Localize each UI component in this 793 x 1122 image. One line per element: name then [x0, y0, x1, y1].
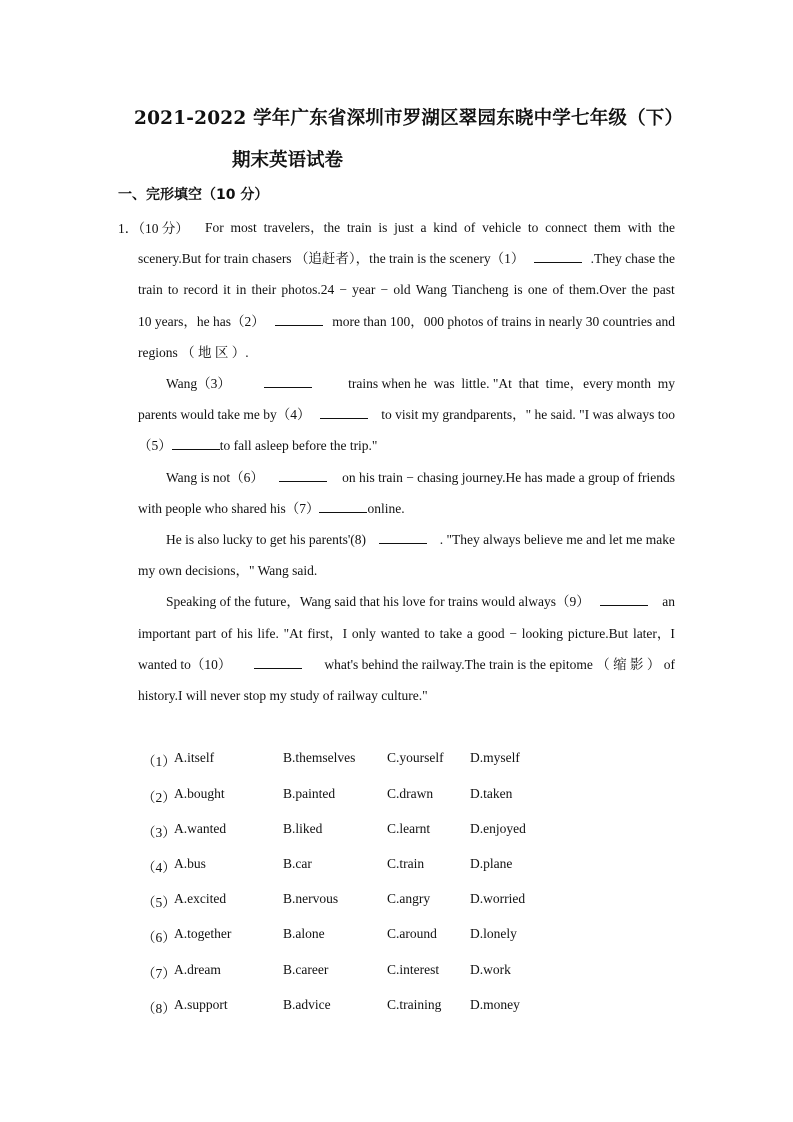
passage-line — [138, 344, 249, 362]
passage-line — [166, 469, 675, 487]
option-a: A.bus — [174, 856, 206, 871]
option-d: D.enjoyed — [470, 821, 526, 836]
option-b: B.nervous — [283, 891, 339, 906]
passage-word: − — [509, 626, 518, 641]
passage-word: one — [527, 282, 548, 297]
passage-text: Wang is not（6） — [166, 470, 264, 485]
passage-word: train — [138, 282, 163, 297]
passage-word: them — [593, 220, 621, 235]
option-b: B.advice — [283, 997, 331, 1012]
passage-line — [166, 375, 675, 393]
passage-word: is — [513, 282, 523, 297]
answer-blank — [534, 250, 582, 263]
passage-word: Tiancheng — [452, 282, 509, 297]
passage-word: looking — [521, 626, 564, 641]
passage-word: just — [394, 220, 414, 235]
question-number: 1．（10 分） — [118, 221, 189, 236]
passage-line — [138, 406, 675, 424]
passage-text: 10 years，he has（2） — [138, 314, 265, 329]
passage-text: parents would take me by（4） — [138, 407, 311, 422]
option-b: B.alone — [283, 926, 325, 941]
passage-word: to — [424, 626, 435, 641]
passage-word: old — [393, 282, 411, 297]
option-a: A.wanted — [174, 821, 227, 836]
option-b: B.painted — [283, 786, 336, 801]
passage-text: scenery.But for train chasers （追赶者），the train is the scenery（1） — [138, 251, 525, 266]
passage-word: of — [464, 220, 476, 235]
passage-text: online. — [367, 501, 405, 516]
passage-line — [138, 250, 675, 268]
passage-word: Wang — [415, 282, 447, 297]
answer-blank — [319, 500, 367, 513]
option-d: D.taken — [470, 786, 513, 801]
passage-word: past — [652, 282, 675, 297]
passage-line — [138, 500, 405, 518]
passage-word: with — [627, 220, 652, 235]
exam-title-line-1: 2021-2022 学年广东省深圳市罗湖区翠园东晓中学七年级（下） — [134, 108, 684, 129]
passage-word: a — [420, 220, 427, 235]
passage-line — [138, 687, 428, 705]
passage-text: with people who shared his（7） — [138, 501, 320, 516]
passage-word: take — [439, 626, 463, 641]
passage-text: He is also lucky to get his parents'(8) — [166, 532, 367, 547]
answer-blank — [254, 656, 302, 669]
passage-text: regions （ 地 区 ）. — [138, 345, 249, 360]
option-number: （4） — [142, 860, 176, 875]
option-number: （1） — [142, 754, 176, 769]
passage-word: later，I — [632, 626, 675, 641]
answer-blank — [600, 593, 648, 606]
passage-word: For — [205, 220, 224, 235]
passage-text: history.I will never stop my study of railway culture." — [138, 688, 428, 703]
option-number: （3） — [142, 825, 176, 840]
passage-line — [205, 219, 675, 237]
passage-word: to — [527, 220, 539, 235]
passage-text: more than 100，000 photos of trains in nearly 30 countries and — [332, 314, 675, 329]
section-heading: 一、完形填空（10 分） — [118, 187, 269, 203]
option-a: A.excited — [174, 891, 227, 906]
passage-line — [138, 656, 675, 674]
passage-word: train — [346, 220, 372, 235]
passage-word: kind — [433, 220, 458, 235]
option-a: A.support — [174, 997, 228, 1012]
passage-line — [138, 562, 317, 580]
passage-word: "At — [283, 626, 303, 641]
passage-word: vehicle — [482, 220, 522, 235]
passage-text: . "They always believe me and let me make — [439, 532, 675, 547]
passage-text: Speaking of the future，Wang said that his love for trains would always（9） — [166, 594, 590, 609]
passage-word: of — [552, 282, 564, 297]
passage-word: his — [237, 626, 253, 641]
option-c: C.angry — [387, 891, 431, 906]
option-number: （5） — [142, 895, 176, 910]
option-a: A.bought — [174, 786, 225, 801]
option-c: C.drawn — [387, 786, 434, 801]
passage-line — [166, 531, 675, 549]
passage-line — [138, 437, 377, 455]
option-a: A.together — [174, 926, 232, 941]
option-c: C.learnt — [387, 821, 431, 836]
passage-text: my own decisions，" Wang said. — [138, 563, 318, 578]
passage-text: trains when he was little. "At that time，every month my — [344, 376, 675, 391]
passage-text: Wang（3） — [166, 376, 231, 391]
answer-blank — [320, 406, 368, 419]
passage-line — [166, 593, 675, 611]
passage-word: a — [466, 626, 473, 641]
option-d: D.worried — [470, 891, 526, 906]
answer-blank — [275, 313, 323, 326]
passage-word: life. — [257, 626, 279, 641]
answer-blank — [172, 437, 220, 450]
passage-word: of — [221, 626, 233, 641]
option-c: C.interest — [387, 962, 440, 977]
option-c: C.training — [387, 997, 442, 1012]
passage-word: first，I — [307, 626, 348, 641]
passage-word: − — [380, 282, 389, 297]
passage-word: it — [223, 282, 231, 297]
passage-text: to visit my grandparents，" he said. "I was always too — [377, 407, 675, 422]
option-number: （2） — [142, 790, 176, 805]
passage-word: record — [183, 282, 219, 297]
passage-word: the — [658, 220, 675, 235]
option-d: D.plane — [470, 856, 513, 871]
passage-text: wanted to（10） — [138, 657, 232, 672]
passage-text: an — [658, 594, 675, 609]
passage-word: picture.But — [567, 626, 629, 641]
option-c: C.around — [387, 926, 437, 941]
option-b: B.themselves — [283, 750, 356, 765]
option-a: A.dream — [174, 962, 221, 977]
passage-word: part — [195, 626, 217, 641]
option-number: （7） — [142, 966, 176, 981]
exam-title-line-2: 期末英语试卷 — [232, 150, 344, 171]
passage-word: their — [251, 282, 277, 297]
option-d: D.money — [470, 997, 520, 1012]
passage-word: travelers，the — [263, 220, 341, 235]
passage-word: them.Over — [568, 282, 627, 297]
passage-word: most — [230, 220, 257, 235]
passage-text: what's behind the railway.The train is the epitome （ 缩 影 ） of — [324, 657, 675, 672]
answer-blank — [264, 375, 312, 388]
passage-word: in — [235, 282, 247, 297]
passage-word: year — [352, 282, 376, 297]
passage-word: good — [477, 626, 505, 641]
option-c: C.train — [387, 856, 425, 871]
passage-word: connect — [545, 220, 588, 235]
answer-blank — [279, 469, 327, 482]
passage-word: − — [339, 282, 348, 297]
option-c: C.yourself — [387, 750, 444, 765]
option-b: B.career — [283, 962, 329, 977]
passage-text: （5） — [138, 438, 172, 453]
option-d: D.myself — [470, 750, 520, 765]
passage-line — [138, 625, 675, 643]
passage-line — [138, 313, 675, 331]
option-d: D.lonely — [470, 926, 517, 941]
answer-blank — [379, 531, 427, 544]
passage-text: to fall asleep before the trip." — [219, 438, 378, 453]
passage-word: important — [138, 626, 191, 641]
option-d: D.work — [470, 962, 511, 977]
option-b: B.liked — [283, 821, 323, 836]
passage-line — [138, 281, 675, 299]
passage-word: photos.24 — [281, 282, 335, 297]
option-b: B.car — [283, 856, 312, 871]
option-number: （8） — [142, 1001, 176, 1016]
passage-word: wanted — [380, 626, 420, 641]
option-number: （6） — [142, 930, 176, 945]
passage-text: on his train − chasing journey.He has made a group of friends — [342, 470, 675, 485]
passage-word: is — [378, 220, 388, 235]
option-a: A.itself — [174, 750, 215, 765]
passage-word: the — [631, 282, 648, 297]
passage-word: only — [351, 626, 376, 641]
passage-word: to — [167, 282, 179, 297]
passage-text: .They chase the — [590, 251, 675, 266]
